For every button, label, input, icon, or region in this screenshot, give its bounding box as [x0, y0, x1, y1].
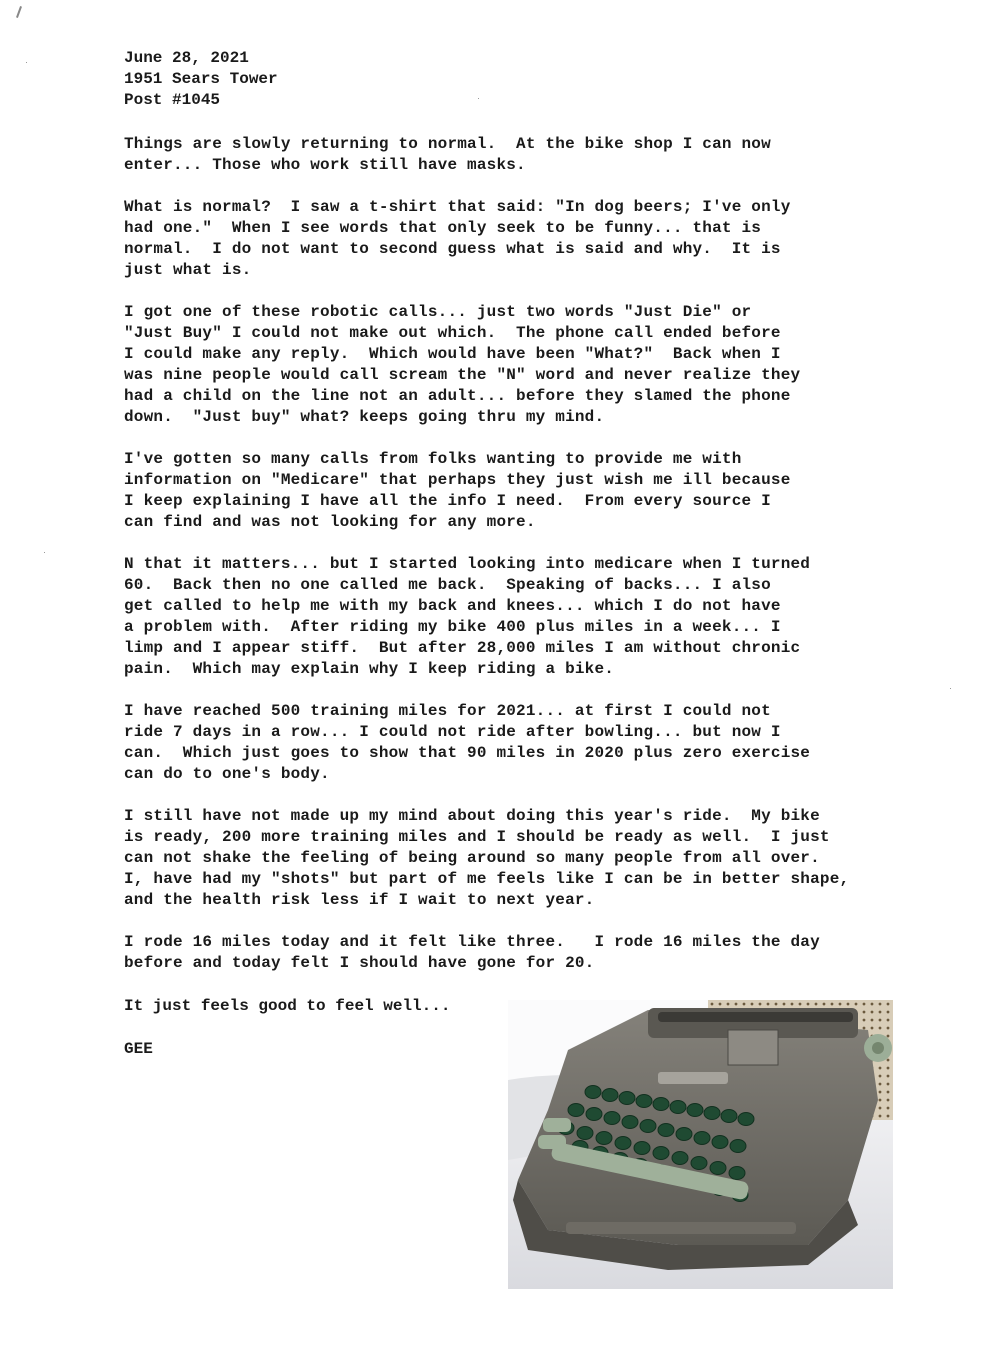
paragraph-line: ride 7 days in a row... I could not ride after bowling... but now I: [124, 723, 781, 741]
paragraph-line: I rode 16 miles today and it felt like three. I rode 16 miles the day: [124, 933, 820, 951]
paragraph-line: can do to one's body.: [124, 765, 330, 783]
letter-location: 1951 Sears Tower: [124, 70, 278, 88]
letter-paragraph: [124, 806, 914, 911]
key: [636, 1095, 652, 1108]
post-number: Post #1045: [124, 91, 221, 109]
key: [585, 1086, 601, 1099]
paragraph-line: I have reached 500 training miles for 2021... at first I could not: [124, 702, 771, 720]
key: [738, 1113, 754, 1126]
paragraph-line: 60. Back then no one called me back. Speaking of backs... I also: [124, 576, 771, 594]
paragraph-line: can not shake the feeling of being around so many people from all over.: [124, 849, 820, 867]
paragraph-line: and the health risk less if I wait to next year.: [124, 891, 595, 909]
key: [730, 1140, 746, 1153]
key: [622, 1116, 638, 1129]
key: [619, 1092, 635, 1105]
key: [721, 1110, 737, 1123]
paragraph-line: I keep explaining I have all the info I need. From every source I: [124, 492, 771, 510]
key: [670, 1101, 686, 1114]
key: [676, 1128, 692, 1141]
paragraph-line: was nine people would call scream the "N" word and never realize they: [124, 366, 801, 384]
letter-paragraph: [124, 134, 914, 176]
key: [658, 1124, 674, 1137]
paragraph-line: I still have not made up my mind about doing this year's ride. My bike: [124, 807, 820, 825]
key: [634, 1142, 650, 1155]
key: [704, 1107, 720, 1120]
key: [710, 1162, 726, 1175]
paragraph-line: I got one of these robotic calls... just two words "Just Die" or: [124, 303, 752, 321]
paragraph-line: I, have had my "shots" but part of me feels like I can be in better shape,: [124, 870, 850, 888]
paragraph-line: pain. Which may explain why I keep riding a bike.: [124, 660, 615, 678]
page-speck: [26, 62, 27, 63]
letter-body: [124, 134, 914, 995]
key: [672, 1152, 688, 1165]
key: [602, 1089, 618, 1102]
typewriter-photo: [508, 1000, 893, 1289]
typewriter-image: [508, 1000, 893, 1289]
paragraph-line: I could make any reply. Which would have been "What?" Back when I: [124, 345, 781, 363]
paragraph-line: limp and I appear stiff. But after 28,000 miles I am without chronic: [124, 639, 801, 657]
paragraph-line: before and today felt I should have gone for 20.: [124, 954, 595, 972]
key: [577, 1127, 593, 1140]
key: [691, 1157, 707, 1170]
paragraph-line: What is normal? I saw a t-shirt that said: "In dog beers; I've only: [124, 198, 791, 216]
key: [615, 1137, 631, 1150]
letter-paragraph: [124, 302, 914, 428]
paragraph-line: "Just Buy" I could not make out which. The phone call ended before: [124, 324, 781, 342]
paragraph-line: can. Which just goes to show that 90 miles in 2020 plus zero exercise: [124, 744, 811, 762]
paragraph-line: just what is.: [124, 261, 252, 279]
letter-paragraph: [124, 449, 914, 533]
paragraph-line: down. "Just buy" what? keeps going thru my mind.: [124, 408, 605, 426]
paragraph-line: N that it matters... but I started looking into medicare when I turned: [124, 555, 811, 573]
paragraph-line: I've gotten so many calls from folks wanting to provide me with: [124, 450, 742, 468]
key: [640, 1120, 656, 1133]
paragraph-line: get called to help me with my back and knees... which I do not have: [124, 597, 781, 615]
key: [694, 1132, 710, 1145]
paragraph-line: enter... Those who work still have masks.: [124, 156, 526, 174]
page-mark: [16, 6, 22, 18]
page-speck: [950, 688, 951, 689]
paragraph-line: information on "Medicare" that perhaps they just wish me ill because: [124, 471, 791, 489]
key: [596, 1132, 612, 1145]
letter-date: June 28, 2021: [124, 49, 249, 67]
paragraph-line: a problem with. After riding my bike 400 plus miles in a week... I: [124, 618, 781, 636]
key: [586, 1108, 602, 1121]
page-speck: [478, 98, 479, 99]
key: [653, 1098, 669, 1111]
key: [653, 1147, 669, 1160]
key: [687, 1104, 703, 1117]
paragraph-line: had a child on the line not an adult... before they slamed the phone: [124, 387, 791, 405]
key: [712, 1136, 728, 1149]
letter-paragraph: [124, 554, 914, 680]
paragraph-line: normal. I do not want to second guess what is said and why. It is: [124, 240, 781, 258]
paragraph-line: is ready, 200 more training miles and I should be ready as well. I just: [124, 828, 830, 846]
paragraph-line: can find and was not looking for any more.: [124, 513, 536, 531]
closing-line: It just feels good to feel well...: [124, 997, 451, 1015]
key: [729, 1167, 745, 1180]
key: [604, 1112, 620, 1125]
paragraph-line: Things are slowly returning to normal. At the bike shop I can now: [124, 135, 771, 153]
page-speck: [44, 552, 45, 553]
letter-paragraph: [124, 701, 914, 785]
letter-paragraph: [124, 932, 914, 974]
letter-header: [124, 48, 278, 111]
key: [568, 1104, 584, 1117]
signature: GEE: [124, 1040, 153, 1058]
paragraph-line: had one." When I see words that only seek to be funny... that is: [124, 219, 762, 237]
letter-paragraph: [124, 197, 914, 281]
